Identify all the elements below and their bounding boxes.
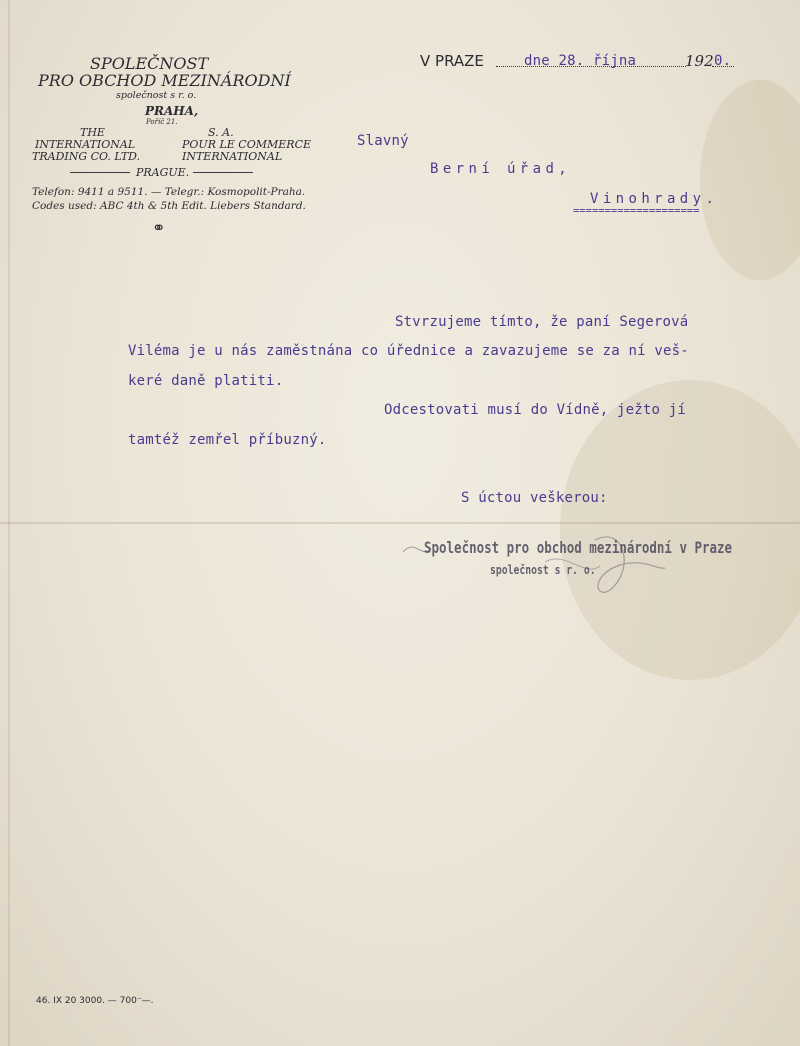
dateline-date: dne 28. října — [524, 53, 637, 69]
body-line-3: keré daně platiti. — [128, 373, 284, 389]
fr-name-line1: POUR LE COMMERCE — [182, 138, 312, 151]
company-stamp-line1: Společnost pro obchod mezinárodní v Praze — [424, 538, 733, 557]
recipient-office: Berní úřad, — [430, 161, 572, 177]
address-underline: ==================== — [573, 205, 700, 217]
body-line-5: tamtéž zemřel příbuzný. — [128, 432, 327, 448]
phone-line: Telefon: 9411 a 9511. — Telegr.: Kosmopolit-Praha. — [32, 186, 306, 198]
paper-stain — [700, 80, 800, 280]
company-city-en: PRAGUE. — [136, 166, 190, 179]
dateline-year-digit: 0. — [714, 53, 732, 69]
company-form: společnost s r. o. — [116, 90, 197, 101]
body-line-4: Odcestovati musí do Vídně, ježto jí — [384, 402, 687, 418]
body-line-1: Stvrzujeme tímto, že paní Segerová — [395, 314, 689, 330]
company-name-line2: PRO OBCHOD MEZINÁRODNÍ — [38, 71, 291, 90]
fr-sa: S. A. — [208, 126, 234, 139]
dateline-year-prefix: 192 — [685, 52, 714, 70]
signature-scribble — [395, 520, 685, 600]
fr-name-line2: INTERNATIONAL — [182, 150, 283, 163]
printer-mark: 46. IX 20 3000. — 700⁻—. — [36, 996, 154, 1006]
company-city: PRAHA, — [145, 104, 199, 118]
emblem-icon: ⚭ — [152, 218, 166, 237]
body-line-2: Viléma je u nás zaměstnána co úřednice a zavazujeme se za ní veš- — [128, 343, 689, 359]
company-stamp-line2: společnost s r. o. — [490, 562, 596, 577]
en-name-line1: INTERNATIONAL — [35, 138, 136, 151]
letterhead-rule-left — [70, 172, 130, 173]
en-name-line2: TRADING CO. LTD. — [32, 150, 141, 163]
company-name-line1: SPOLEČNOST — [90, 54, 209, 73]
codes-line: Codes used: ABC 4th & 5th Edit. Liebers Standard. — [32, 200, 306, 212]
fold-line-vertical — [8, 0, 10, 1046]
recipient-district: Vinohrady. — [590, 191, 719, 207]
en-the: THE — [80, 126, 105, 139]
company-street: Poříč 21. — [146, 118, 178, 126]
letterhead-rule-right — [193, 172, 253, 173]
salutation: Slavný — [357, 133, 409, 149]
closing: S úctou veškerou: — [461, 490, 608, 506]
dateline-place: V PRAZE — [420, 52, 484, 70]
